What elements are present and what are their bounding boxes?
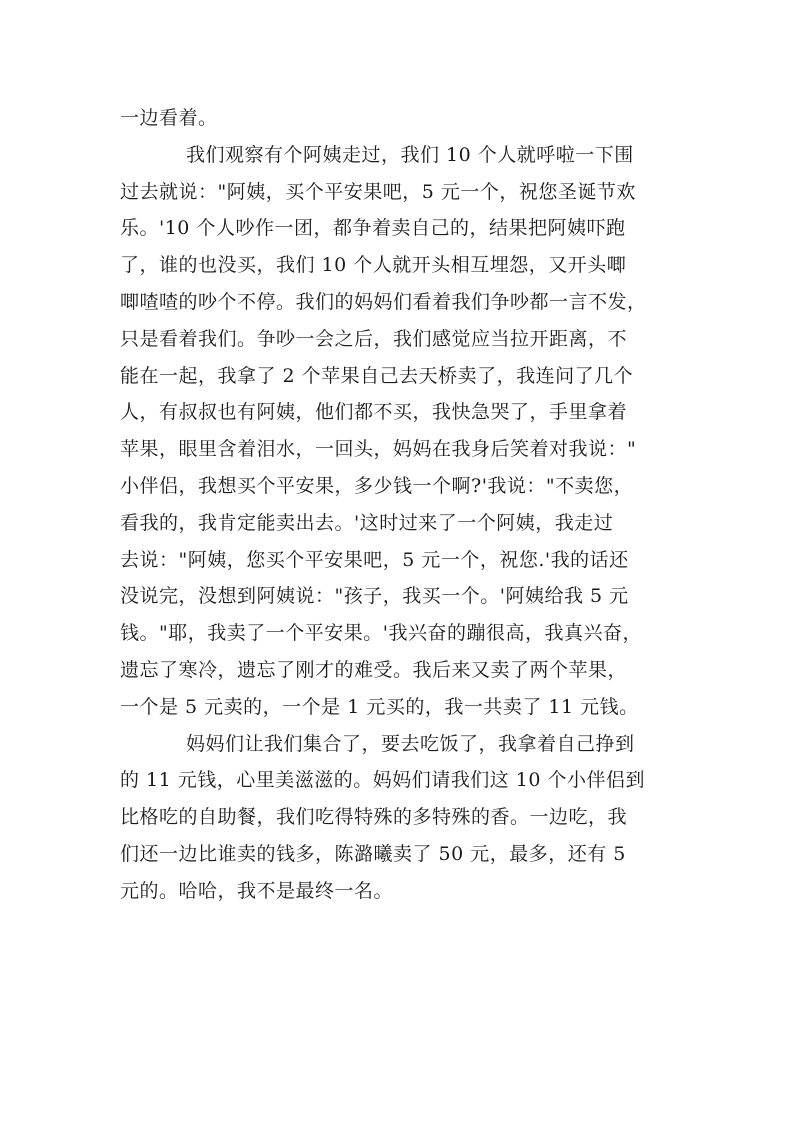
text-line: 唧喳喳的吵个不停。我们的妈妈们看着我们争吵都一言不发， xyxy=(120,290,647,313)
text-line: 们还一边比谁卖的钱多，陈潞曦卖了 50 元，最多，还有 5 xyxy=(120,842,626,865)
text-line: 人，有叔叔也有阿姨，他们都不买，我快急哭了，手里拿着 xyxy=(120,401,628,424)
text-line: 能在一起，我拿了 2 个苹果自己去天桥卖了，我连问了几个 xyxy=(120,364,634,387)
text-line: 比格吃的自助餐，我们吃得特殊的多特殊的香。一边吃，我 xyxy=(120,806,628,829)
text-line: 小伴侣，我想买个平安果，多少钱一个啊?'我说："不卖您， xyxy=(120,474,634,497)
text-line: 去说："阿姨，您买个平安果吧，5 元一个，祝您.'我的话还 xyxy=(120,548,629,571)
essay-body xyxy=(120,100,680,910)
text-line: 的 11 元钱，心里美滋滋的。妈妈们请我们这 10 个小伴侣到 xyxy=(120,769,646,792)
text-line: 一个是 5 元卖的，一个是 1 元买的，我一共卖了 11 元钱。 xyxy=(120,695,639,718)
text-line: 一边看着。 xyxy=(120,107,218,129)
text-line: 钱。"耶，我卖了一个平安果。'我兴奋的蹦很高，我真兴奋， xyxy=(120,622,642,645)
text-line: 乐。'10 个人吵作一团，都争着卖自己的，结果把阿姨吓跑 xyxy=(120,217,626,240)
text-line: 过去就说："阿姨，买个平安果吧，5 元一个，祝您圣诞节欢 xyxy=(120,180,636,203)
text-line: 元的。哈哈，我不是最终一名。 xyxy=(120,879,394,902)
text-line: 只是看着我们。争吵一会之后，我们感觉应当拉开距离，不 xyxy=(120,327,628,350)
text-line: 苹果，眼里含着泪水，一回头，妈妈在我身后笑着对我说：" xyxy=(120,438,637,461)
text-line: 遗忘了寒冷，遗忘了刚才的难受。我后来又卖了两个苹果， xyxy=(120,658,628,681)
text-line: 没说完，没想到阿姨说："孩子，我买一个。'阿姨给我 5 元 xyxy=(120,585,629,608)
paragraph-start-line: 我们观察有个阿姨走过，我们 10 个人就呼啦一下围 xyxy=(186,143,634,166)
text-line: 了，谁的也没买，我们 10 个人就开头相互埋怨，又开头唧 xyxy=(120,254,627,277)
text-line: 看我的，我肯定能卖出去。'这时过来了一个阿姨，我走过 xyxy=(120,511,614,534)
paragraph-start-line: 妈妈们让我们集合了，要去吃饭了，我拿着自己挣到 xyxy=(186,732,635,755)
